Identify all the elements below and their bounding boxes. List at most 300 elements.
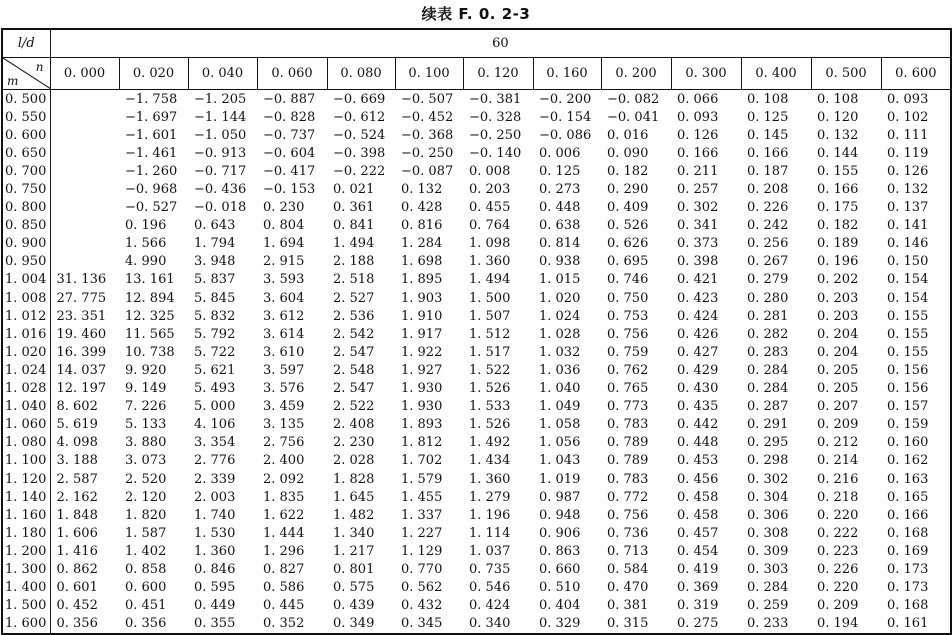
value-cell: 0. 451 <box>125 598 167 614</box>
value-cell: 0. 281 <box>747 308 789 324</box>
value-cell: 0. 090 <box>607 145 649 161</box>
value-cell: 0. 256 <box>747 236 789 252</box>
value-cell: 0. 021 <box>333 182 375 198</box>
m-value-cell: 1. 140 <box>2 488 50 506</box>
value-cell: 1. 922 <box>401 344 443 360</box>
value-cell: 1. 622 <box>263 507 305 523</box>
value-cell: 1. 296 <box>263 543 305 559</box>
value-cell: 1. 645 <box>333 489 375 505</box>
value-cell: −0. 527 <box>125 200 178 216</box>
value-cell: 0. 291 <box>747 417 789 433</box>
value-cell: 0. 424 <box>677 308 719 324</box>
value-cell: 0. 126 <box>887 163 929 179</box>
value-cell: 0. 173 <box>887 580 929 596</box>
value-cell: 0. 756 <box>607 326 649 342</box>
value-cell: −0. 082 <box>607 91 660 107</box>
value-cell: 1. 227 <box>401 525 443 541</box>
value-cell: 1. 279 <box>469 489 511 505</box>
value-cell <box>50 253 119 271</box>
value-cell: 0. 066 <box>677 91 719 107</box>
value-cell: 0. 284 <box>747 580 789 596</box>
value-cell: 1. 526 <box>469 417 511 433</box>
value-cell: 1. 360 <box>194 543 236 559</box>
value-cell: 0. 287 <box>747 399 789 415</box>
value-cell: 1. 340 <box>333 525 375 541</box>
value-cell: 0. 155 <box>887 344 929 360</box>
value-cell: 3. 948 <box>194 254 236 270</box>
value-cell: 1. 903 <box>401 290 443 306</box>
table-row <box>2 343 951 361</box>
m-value-cell: 1. 060 <box>2 416 50 434</box>
value-cell: 0. 783 <box>607 471 649 487</box>
value-cell: −0. 507 <box>401 91 454 107</box>
value-cell: 0. 156 <box>887 362 929 378</box>
value-cell: 10. 738 <box>125 344 175 360</box>
value-cell: 0. 212 <box>817 435 859 451</box>
value-cell <box>50 180 119 198</box>
value-cell: 0. 424 <box>469 598 511 614</box>
value-cell: 0. 230 <box>263 200 305 216</box>
corner-m-label: m <box>7 74 19 88</box>
value-cell: 2. 548 <box>333 362 375 378</box>
value-cell: 0. 175 <box>817 200 859 216</box>
table-row <box>2 470 951 488</box>
value-cell: 0. 155 <box>887 326 929 342</box>
value-cell: 3. 576 <box>263 381 305 397</box>
value-cell: 1. 015 <box>539 272 581 288</box>
value-cell: 0. 204 <box>817 344 859 360</box>
value-cell: 0. 355 <box>194 616 236 632</box>
value-cell: 3. 593 <box>263 272 305 288</box>
value-cell: 1. 895 <box>401 272 443 288</box>
value-cell: 0. 156 <box>887 381 929 397</box>
n-header-cell: 0. 060 <box>257 58 327 90</box>
m-value-cell: 1. 180 <box>2 524 50 542</box>
value-cell: 0. 449 <box>194 598 236 614</box>
table-row <box>2 162 951 180</box>
value-cell: −0. 452 <box>401 109 454 125</box>
value-cell: 3. 597 <box>263 362 305 378</box>
value-cell: 1. 530 <box>194 525 236 541</box>
value-cell: 1. 024 <box>539 308 581 324</box>
m-value-cell: 1. 028 <box>2 380 50 398</box>
value-cell: 0. 846 <box>194 561 236 577</box>
table-row <box>2 199 951 217</box>
value-cell: 0. 205 <box>817 362 859 378</box>
value-cell: 0. 173 <box>887 561 929 577</box>
value-cell: 0. 713 <box>607 543 649 559</box>
value-cell: 1. 196 <box>469 507 511 523</box>
value-cell: 0. 308 <box>747 525 789 541</box>
value-cell: 0. 340 <box>469 616 511 632</box>
value-cell: 13. 161 <box>125 272 175 288</box>
value-cell: 0. 189 <box>817 236 859 252</box>
value-cell: 3. 614 <box>263 326 305 342</box>
value-cell: 0. 429 <box>677 362 719 378</box>
value-cell: 0. 309 <box>747 543 789 559</box>
value-cell: 0. 426 <box>677 326 719 342</box>
table-row <box>2 253 951 271</box>
value-cell <box>50 126 119 144</box>
value-cell: 1. 587 <box>125 525 167 541</box>
value-cell: 0. 789 <box>607 435 649 451</box>
value-cell: 0. 306 <box>747 507 789 523</box>
value-cell: 0. 759 <box>607 344 649 360</box>
value-cell: −0. 381 <box>469 91 522 107</box>
value-cell: 0. 423 <box>677 290 719 306</box>
value-cell: 0. 169 <box>887 543 929 559</box>
value-cell: 0. 257 <box>677 182 719 198</box>
value-cell: 1. 494 <box>333 236 375 252</box>
m-value-cell: 1. 500 <box>2 597 50 615</box>
value-cell: 9. 920 <box>125 362 167 378</box>
value-cell: 12. 894 <box>125 290 175 306</box>
value-cell: −0. 200 <box>539 91 592 107</box>
n-header-cell: 0. 160 <box>533 58 601 90</box>
value-cell: 23. 351 <box>56 308 107 324</box>
table-row <box>2 180 951 198</box>
value-cell: 0. 304 <box>747 489 789 505</box>
value-cell: 0. 222 <box>817 525 859 541</box>
value-cell: −0. 328 <box>469 109 522 125</box>
value-cell: 11. 565 <box>125 326 175 342</box>
value-cell: 1. 533 <box>469 399 511 415</box>
value-cell: 1. 494 <box>469 272 511 288</box>
value-cell: −1. 601 <box>125 127 178 143</box>
value-cell: 0. 211 <box>677 163 719 179</box>
value-cell: 0. 858 <box>125 561 167 577</box>
value-cell: 0. 773 <box>607 399 649 415</box>
value-cell: −0. 604 <box>263 145 316 161</box>
value-cell: 31. 136 <box>56 272 107 288</box>
value-cell: 0. 182 <box>607 163 649 179</box>
value-cell: 2. 120 <box>125 489 167 505</box>
value-cell: −0. 913 <box>194 145 247 161</box>
value-cell: 0. 137 <box>887 200 929 216</box>
value-cell: 1. 848 <box>56 507 98 523</box>
value-cell: 0. 218 <box>817 489 859 505</box>
value-cell: −0. 612 <box>333 109 386 125</box>
value-cell: 0. 789 <box>607 453 649 469</box>
value-cell: 1. 360 <box>469 471 511 487</box>
value-cell: 0. 150 <box>887 254 929 270</box>
value-cell: 5. 837 <box>194 272 236 288</box>
value-cell: 0. 427 <box>677 344 719 360</box>
value-cell: 1. 930 <box>401 399 443 415</box>
value-cell: 0. 329 <box>539 616 581 632</box>
value-cell: 0. 452 <box>56 598 98 614</box>
m-value-cell: 0. 650 <box>2 144 50 162</box>
value-cell: 2. 092 <box>263 471 305 487</box>
value-cell: 0. 398 <box>677 254 719 270</box>
ld-value-cell: 60 <box>50 29 951 58</box>
value-cell: 19. 460 <box>56 326 107 342</box>
value-cell: 0. 349 <box>333 616 375 632</box>
value-cell: 0. 144 <box>817 145 859 161</box>
m-value-cell: 0. 750 <box>2 180 50 198</box>
value-cell: 0. 204 <box>817 326 859 342</box>
m-value-cell: 1. 008 <box>2 289 50 307</box>
value-cell: 0. 302 <box>677 200 719 216</box>
value-cell: 0. 163 <box>887 471 929 487</box>
value-cell: 1. 402 <box>125 543 167 559</box>
value-cell: 2. 408 <box>333 417 375 433</box>
table-row <box>2 398 951 416</box>
value-cell: −0. 828 <box>263 109 316 125</box>
value-cell: 2. 520 <box>125 471 167 487</box>
value-cell: 0. 428 <box>401 200 443 216</box>
value-cell: −0. 368 <box>401 127 454 143</box>
value-cell: 0. 421 <box>677 272 719 288</box>
value-cell: −0. 041 <box>607 109 660 125</box>
table-row <box>2 416 951 434</box>
value-cell: 0. 626 <box>607 236 649 252</box>
table-row <box>2 560 951 578</box>
value-cell: 0. 575 <box>333 580 375 596</box>
value-cell: 0. 111 <box>887 127 929 143</box>
value-cell: 0. 168 <box>887 598 929 614</box>
value-cell: 1. 828 <box>333 471 375 487</box>
value-cell: 1. 507 <box>469 308 511 324</box>
value-cell: 1. 036 <box>539 362 581 378</box>
value-cell: 0. 987 <box>539 489 581 505</box>
n-header-cell: 0. 400 <box>741 58 811 90</box>
value-cell: 0. 801 <box>333 561 375 577</box>
value-cell: 5. 722 <box>194 344 236 360</box>
value-cell: 1. 794 <box>194 236 236 252</box>
value-cell: 0. 361 <box>333 200 375 216</box>
value-cell: −1. 144 <box>194 109 247 125</box>
header-row-n <box>2 58 951 90</box>
value-cell: 1. 930 <box>401 381 443 397</box>
value-cell: 0. 841 <box>333 218 375 234</box>
m-value-cell: 1. 600 <box>2 615 50 634</box>
table-row <box>2 235 951 253</box>
value-cell: 0. 207 <box>817 399 859 415</box>
value-cell: 0. 295 <box>747 435 789 451</box>
value-cell: 0. 242 <box>747 218 789 234</box>
table-row <box>2 506 951 524</box>
table-row <box>2 90 951 109</box>
value-cell: 1. 337 <box>401 507 443 523</box>
value-cell: 1. 740 <box>194 507 236 523</box>
value-cell: 3. 459 <box>263 399 305 415</box>
value-cell: 0. 804 <box>263 218 305 234</box>
n-header-cell: 0. 000 <box>50 58 119 90</box>
value-cell: 1. 917 <box>401 326 443 342</box>
value-cell: 0. 155 <box>817 163 859 179</box>
value-cell: −0. 018 <box>194 200 247 216</box>
value-cell: 0. 233 <box>747 616 789 632</box>
value-cell: 0. 638 <box>539 218 581 234</box>
value-cell: 0. 160 <box>887 435 929 451</box>
value-cell: 0. 430 <box>677 381 719 397</box>
value-cell: 0. 764 <box>469 218 511 234</box>
value-cell: −1. 050 <box>194 127 247 143</box>
value-cell: 5. 845 <box>194 290 236 306</box>
value-cell: 1. 360 <box>469 254 511 270</box>
value-cell: 0. 267 <box>747 254 789 270</box>
value-cell <box>50 90 119 109</box>
table-row <box>2 452 951 470</box>
m-value-cell: 0. 500 <box>2 90 50 109</box>
value-cell: 0. 166 <box>677 145 719 161</box>
value-cell: 0. 442 <box>677 417 719 433</box>
value-cell: 0. 205 <box>817 381 859 397</box>
value-cell: 0. 736 <box>607 525 649 541</box>
value-cell: 0. 762 <box>607 362 649 378</box>
value-cell: −0. 087 <box>401 163 454 179</box>
value-cell: 0. 458 <box>677 507 719 523</box>
value-cell: 0. 470 <box>607 580 649 596</box>
value-cell: 3. 880 <box>125 435 167 451</box>
value-cell: −0. 417 <box>263 163 316 179</box>
value-cell: 0. 595 <box>194 580 236 596</box>
value-cell: 2. 547 <box>333 381 375 397</box>
table-row <box>2 325 951 343</box>
value-cell: 0. 352 <box>263 616 305 632</box>
table-row <box>2 434 951 452</box>
value-cell: 0. 132 <box>401 182 443 198</box>
table-row <box>2 217 951 235</box>
value-cell: 0. 209 <box>817 598 859 614</box>
table-row <box>2 579 951 597</box>
n-header-cell: 0. 100 <box>395 58 463 90</box>
value-cell: 0. 938 <box>539 254 581 270</box>
table-row <box>2 597 951 615</box>
value-cell: 0. 409 <box>607 200 649 216</box>
value-cell: 0. 448 <box>539 200 581 216</box>
value-cell: 0. 220 <box>817 507 859 523</box>
value-cell: 0. 419 <box>677 561 719 577</box>
table-row <box>2 144 951 162</box>
value-cell: 0. 159 <box>887 417 929 433</box>
value-cell: −0. 737 <box>263 127 316 143</box>
value-cell: 3. 610 <box>263 344 305 360</box>
value-cell: 2. 003 <box>194 489 236 505</box>
value-cell: 1. 032 <box>539 344 581 360</box>
header-row-ld <box>2 29 951 58</box>
value-cell: 0. 454 <box>677 543 719 559</box>
value-cell: 1. 512 <box>469 326 511 342</box>
value-cell: 0. 165 <box>887 489 929 505</box>
m-value-cell: 0. 800 <box>2 199 50 217</box>
value-cell <box>50 217 119 235</box>
value-cell: 0. 381 <box>607 598 649 614</box>
value-cell <box>50 144 119 162</box>
m-value-cell: 1. 160 <box>2 506 50 524</box>
value-cell: 0. 546 <box>469 580 511 596</box>
value-cell: 1. 284 <box>401 236 443 252</box>
n-header-cell: 0. 200 <box>601 58 671 90</box>
value-cell: 0. 373 <box>677 236 719 252</box>
corner-n-label: n <box>35 60 44 74</box>
value-cell: 1. 049 <box>539 399 581 415</box>
value-cell: 1. 455 <box>401 489 443 505</box>
value-cell: 0. 279 <box>747 272 789 288</box>
value-cell: 1. 019 <box>539 471 581 487</box>
value-cell: 0. 226 <box>747 200 789 216</box>
value-cell: 0. 132 <box>887 182 929 198</box>
value-cell: 0. 161 <box>887 616 929 632</box>
value-cell: 0. 457 <box>677 525 719 541</box>
value-cell: 0. 220 <box>817 580 859 596</box>
value-cell: 2. 518 <box>333 272 375 288</box>
value-cell: 2. 915 <box>263 254 305 270</box>
table-row <box>2 108 951 126</box>
value-cell: 1. 812 <box>401 435 443 451</box>
value-cell: 0. 455 <box>469 200 511 216</box>
value-cell: 0. 168 <box>887 525 929 541</box>
m-value-cell: 1. 024 <box>2 361 50 379</box>
value-cell: 0. 827 <box>263 561 305 577</box>
value-cell: 0. 093 <box>887 91 929 107</box>
value-cell: 0. 202 <box>817 272 859 288</box>
value-cell: 3. 188 <box>56 453 98 469</box>
value-cell: 2. 522 <box>333 399 375 415</box>
value-cell: 0. 369 <box>677 580 719 596</box>
value-cell: 2. 542 <box>333 326 375 342</box>
value-cell: 0. 584 <box>607 561 649 577</box>
table-row <box>2 524 951 542</box>
value-cell: −1. 260 <box>125 163 178 179</box>
value-cell: 0. 203 <box>817 290 859 306</box>
value-cell: 0. 209 <box>817 417 859 433</box>
value-cell: 0. 166 <box>747 145 789 161</box>
value-cell: 0. 445 <box>263 598 305 614</box>
m-value-cell: 0. 550 <box>2 108 50 126</box>
value-cell: 0. 356 <box>125 616 167 632</box>
value-cell: 0. 132 <box>817 127 859 143</box>
value-cell: 0. 166 <box>817 182 859 198</box>
value-cell: 0. 280 <box>747 290 789 306</box>
value-cell: 3. 135 <box>263 417 305 433</box>
value-cell: 0. 458 <box>677 489 719 505</box>
value-cell: 1. 927 <box>401 362 443 378</box>
value-cell: 0. 319 <box>677 598 719 614</box>
value-cell: 0. 345 <box>401 616 443 632</box>
value-cell: 0. 735 <box>469 561 511 577</box>
m-value-cell: 1. 200 <box>2 542 50 560</box>
table-row <box>2 380 951 398</box>
value-cell: 0. 203 <box>469 182 511 198</box>
value-cell: 1. 698 <box>401 254 443 270</box>
m-value-cell: 1. 020 <box>2 343 50 361</box>
value-cell: 16. 399 <box>56 344 107 360</box>
value-cell: 0. 750 <box>607 290 649 306</box>
value-cell: 0. 510 <box>539 580 581 596</box>
value-cell: 0. 526 <box>607 218 649 234</box>
value-cell: 0. 093 <box>677 109 719 125</box>
value-cell: −1. 205 <box>194 91 247 107</box>
value-cell: 1. 579 <box>401 471 443 487</box>
table-row <box>2 126 951 144</box>
value-cell: 0. 948 <box>539 507 581 523</box>
value-cell: 2. 776 <box>194 453 236 469</box>
value-cell: 0. 157 <box>887 399 929 415</box>
m-value-cell: 0. 850 <box>2 217 50 235</box>
m-value-cell: 1. 300 <box>2 560 50 578</box>
n-header-cell: 0. 120 <box>463 58 533 90</box>
value-cell <box>50 235 119 253</box>
value-cell: 12. 325 <box>125 308 175 324</box>
value-cell: 0. 145 <box>747 127 789 143</box>
n-header-cell: 0. 300 <box>671 58 741 90</box>
table-row <box>2 488 951 506</box>
value-cell <box>50 162 119 180</box>
value-cell: 7. 226 <box>125 399 167 415</box>
value-cell: 0. 273 <box>539 182 581 198</box>
